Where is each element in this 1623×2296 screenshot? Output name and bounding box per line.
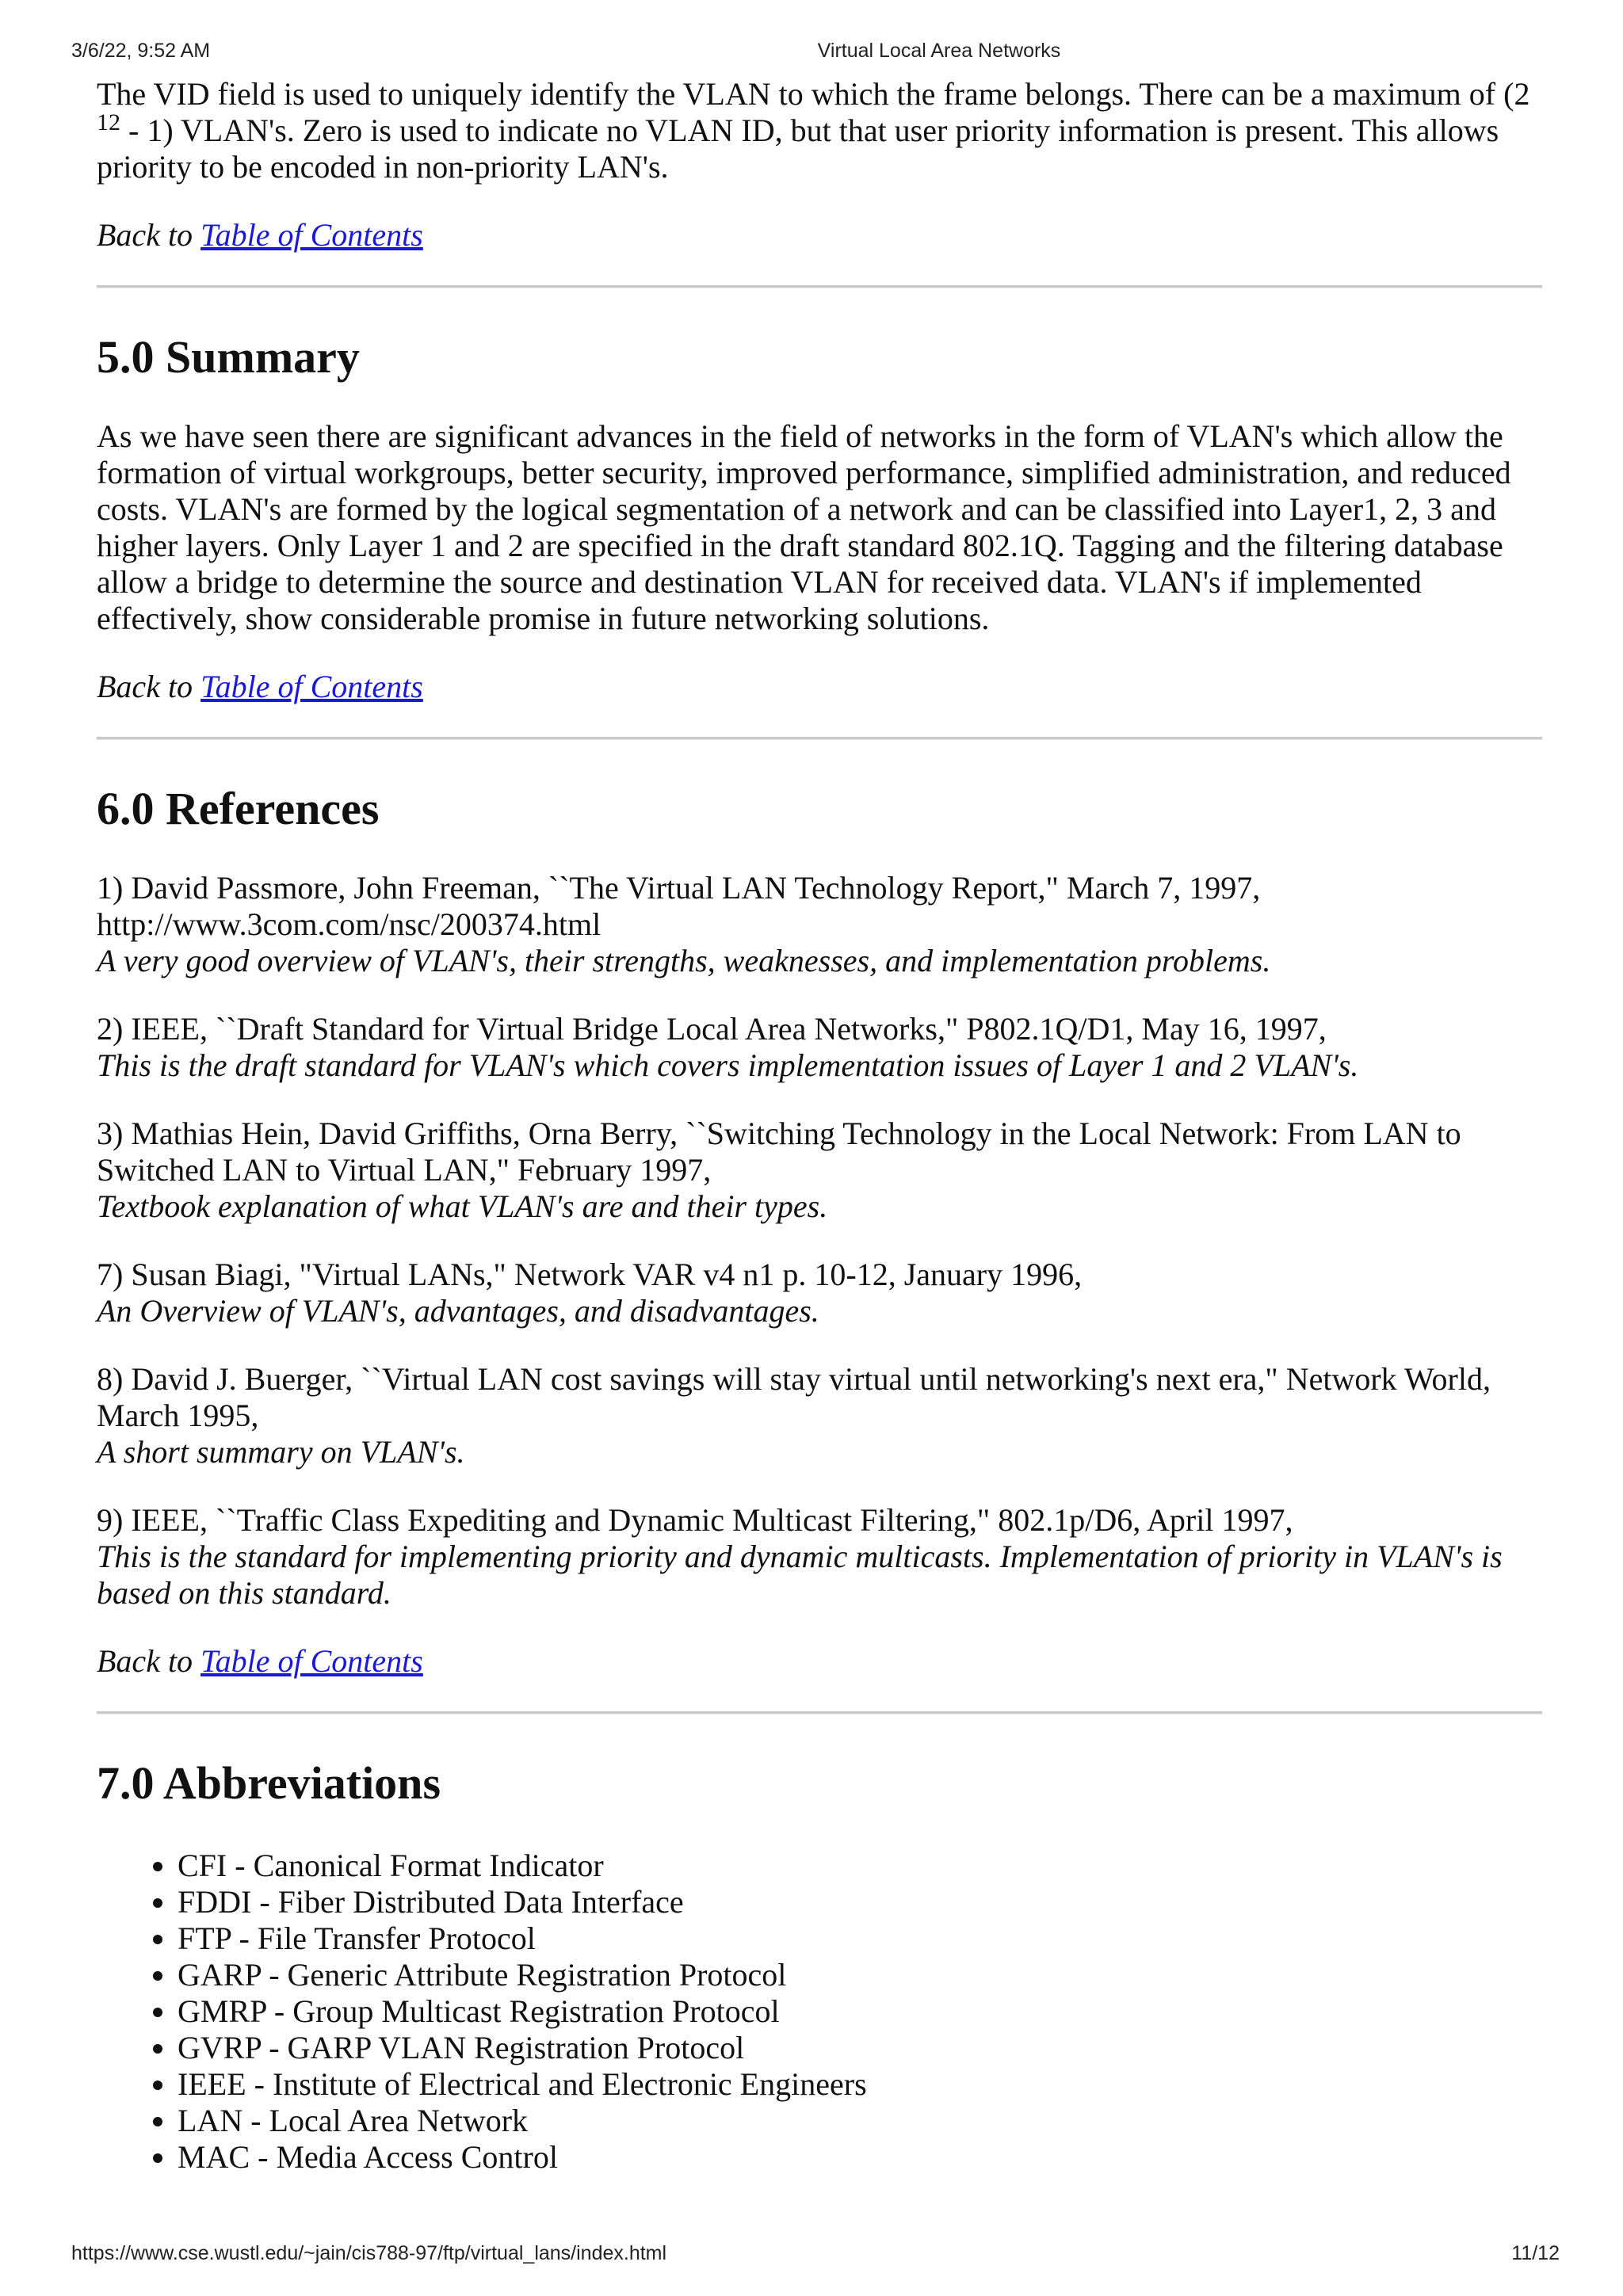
reference-citation: 7) Susan Biagi, "Virtual LANs," Network VAR v4 n1 p. 10-12, January 1996, [97,1257,1083,1292]
back-to-toc [97,669,1542,705]
reference-item [97,1257,1542,1329]
reference-citation: 1) David Passmore, John Freeman, ``The Virtual LAN Technology Report," March 7, 1997, http://www.3com.com/nsc/200374.html [97,870,1261,942]
vid-text-1: The VID field is used to uniquely identify the VLAN to which the frame belongs. There can be a maximum of (2 [97,76,1530,112]
reference-item [97,870,1542,979]
abbreviation-item: • MAC - Media Access Control [178,2139,1542,2176]
toc-link[interactable]: Table of Contents [200,669,423,704]
toc-link[interactable]: Table of Contents [200,217,423,253]
abbreviation-item: • GVRP - GARP VLAN Registration Protocol [178,2030,1542,2066]
print-url: https://www.cse.wustl.edu/~jain/cis788-97/ftp/virtual_lans/index.html [71,2242,667,2264]
reference-citation: 9) IEEE, ``Traffic Class Expediting and Dynamic Multicast Filtering," 802.1p/D6, April 1997, [97,1502,1293,1538]
references-heading: 6.0 References [97,783,380,834]
abbreviation-item: • FTP - File Transfer Protocol [178,1920,1542,1957]
abbreviation-item: • CFI - Canonical Format Indicator [178,1848,1542,1884]
reference-citation: 8) David J. Buerger, ``Virtual LAN cost savings will stay virtual until networking's next era," Network World, March 1995, [97,1361,1491,1433]
print-page-number: 11/12 [1511,2242,1560,2264]
reference-note: A very good overview of VLAN's, their strengths, weaknesses, and implementation problems. [97,943,1271,978]
back-to-prefix: Back to [97,669,201,704]
toc-link[interactable]: Table of Contents [200,1643,423,1679]
back-to-toc [97,1643,1542,1680]
reference-item [97,1361,1542,1470]
abbreviations-heading: 7.0 Abbreviations [97,1757,441,1809]
back-to-toc [97,217,1542,254]
reference-note: A short summary on VLAN's. [97,1434,465,1470]
print-footer [0,2242,1623,2269]
reference-note: This is the draft standard for VLAN's which covers implementation issues of Layer 1 and 2 VLAN's. [97,1047,1359,1083]
summary-heading: 5.0 Summary [97,331,360,383]
back-to-prefix: Back to [97,1643,201,1679]
print-header [0,40,1623,67]
reference-note: Textbook explanation of what VLAN's are and their types. [97,1188,828,1224]
back-to-prefix: Back to [97,217,201,253]
document-content [97,76,1542,2176]
reference-note: This is the standard for implementing priority and dynamic multicasts. Implementation of priority in VLAN's is based on this standard. [97,1539,1503,1611]
reference-item [97,1011,1542,1084]
vid-exponent: 12 [97,109,120,135]
reference-item [97,1116,1542,1225]
reference-item [97,1502,1542,1611]
vid-paragraph [97,76,1542,185]
abbreviation-item: • IEEE - Institute of Electrical and Electronic Engineers [178,2066,1542,2103]
reference-citation: 3) Mathias Hein, David Griffiths, Orna Berry, ``Switching Technology in the Local Network: From LAN to Switched LAN to Virtual LAN," February 1997, [97,1116,1461,1188]
print-datetime: 3/6/22, 9:52 AM [71,40,211,62]
reference-note: An Overview of VLAN's, advantages, and disadvantages. [97,1293,819,1329]
print-page-title: Virtual Local Area Networks [817,40,1061,62]
abbreviation-item: • FDDI - Fiber Distributed Data Interface [178,1884,1542,1920]
reference-citation: 2) IEEE, ``Draft Standard for Virtual Bridge Local Area Networks," P802.1Q/D1, May 16, 1997, [97,1011,1327,1047]
abbreviation-item: • GARP - Generic Attribute Registration Protocol [178,1957,1542,1993]
abbreviation-item: • LAN - Local Area Network [178,2103,1542,2139]
abbreviation-item: • GMRP - Group Multicast Registration Protocol [178,1993,1542,2030]
summary-paragraph: As we have seen there are significant advances in the field of networks in the form of VLAN's which allow the formation of virtual workgroups, better security, improved performance, simplified administration, and reduced costs. VLAN's are formed by the logical segmentation of a network and can be classified into Layer1, 2, 3 and higher layers. Only Layer 1 and 2 are specified in the draft standard 802.1Q. Tagging and the filtering database allow a bridge to determine the source and destination VLAN for received data. VLAN's if implemented effectively, show considerable promise in future networking solutions. [97,418,1511,636]
section-divider [97,737,1542,740]
abbreviations-list [97,1848,1542,2176]
references-list [97,870,1542,1611]
section-divider [97,285,1542,288]
vid-text-2: - 1) VLAN's. Zero is used to indicate no VLAN ID, but that user priority information is present. This allows priority to be encoded in non-priority LAN's. [97,113,1499,185]
section-divider [97,1711,1542,1714]
